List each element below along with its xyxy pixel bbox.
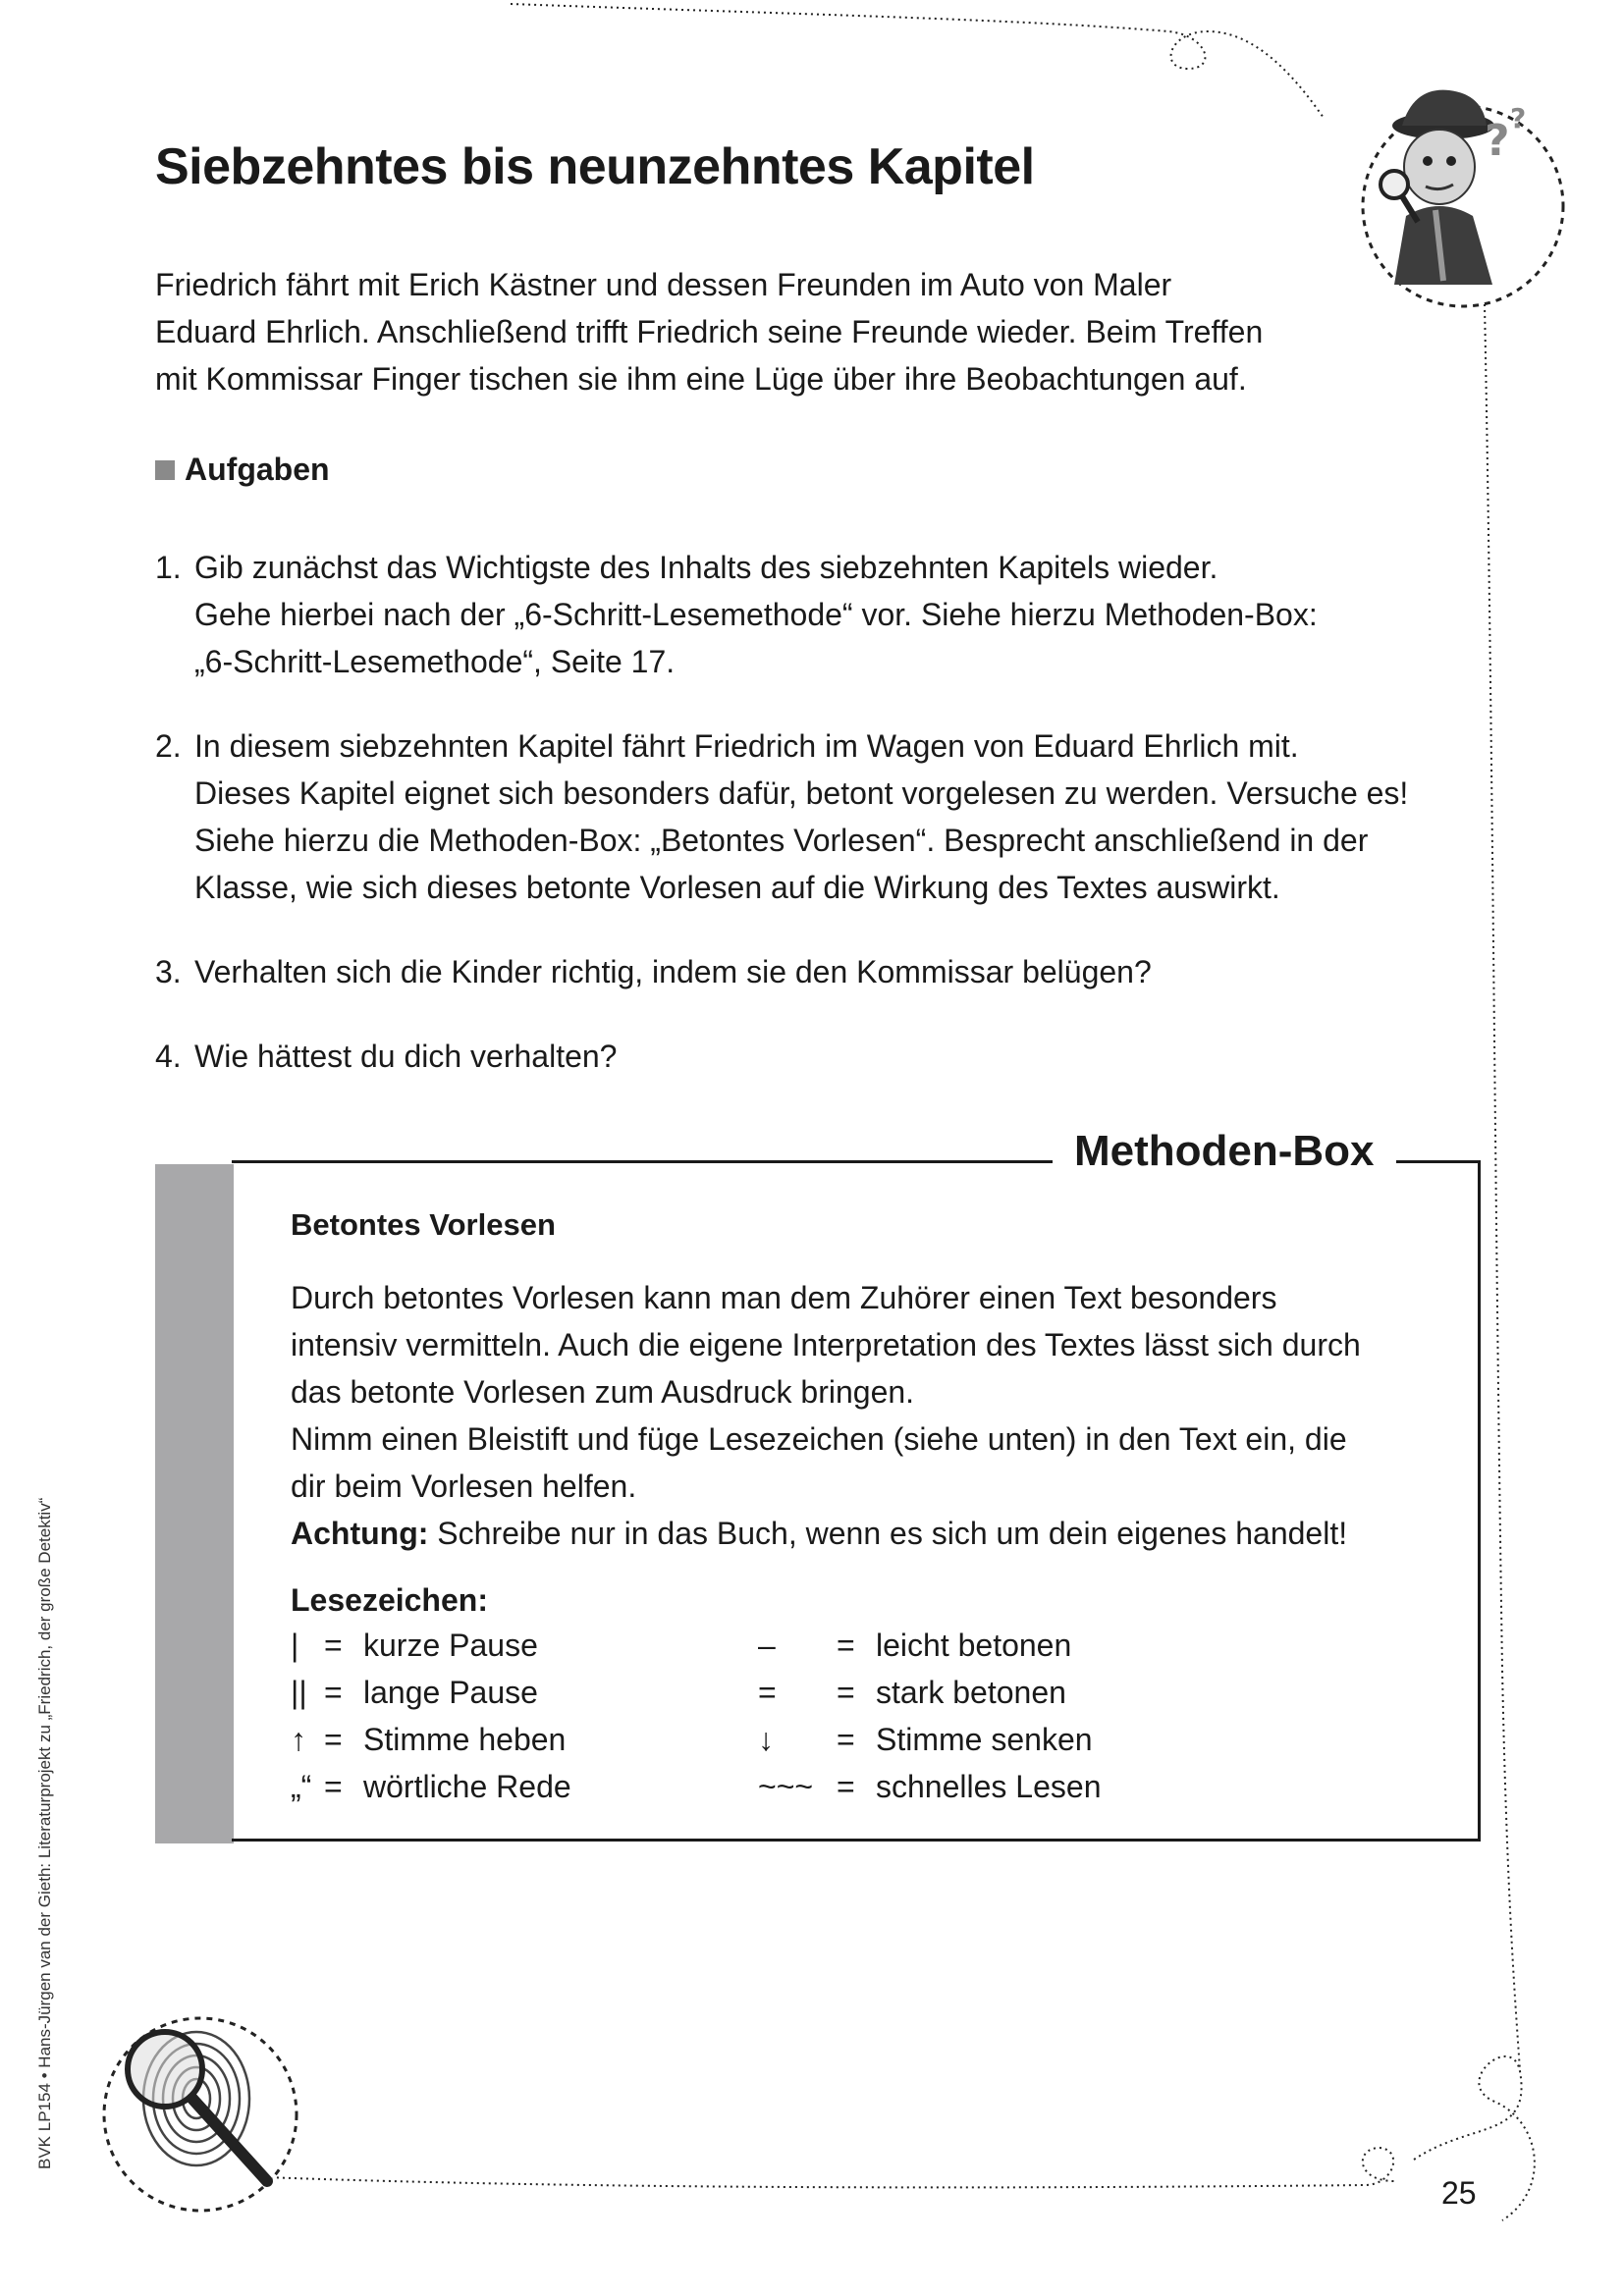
- body-line: Durch betontes Vorlesen kann man dem Zuhörer einen Text besonders: [291, 1280, 1277, 1315]
- method-box-label: Methoden-Box: [1053, 1127, 1396, 1176]
- tasks-heading: [155, 452, 330, 488]
- dotted-border-right: [1485, 304, 1520, 2071]
- task-item: [155, 1033, 1481, 1080]
- body-line: Nimm einen Bleistift und füge Lesezeichen (siehe unten) in den Text ein, die: [291, 1421, 1347, 1457]
- task-item: [155, 722, 1481, 911]
- legend-equals: =: [837, 1722, 855, 1757]
- warning-label: Achtung:: [291, 1516, 429, 1551]
- legend-symbol: =: [758, 1675, 777, 1710]
- body-line: dir beim Vorlesen helfen.: [291, 1468, 637, 1504]
- task-line: In diesem siebzehnten Kapitel fährt Friedrich im Wagen von Eduard Ehrlich mit.: [194, 728, 1299, 764]
- dotted-border-top: [511, 4, 1324, 118]
- task-item: [155, 948, 1481, 995]
- method-box-body: [291, 1274, 1449, 1557]
- task-line: Wie hättest du dich verhalten?: [194, 1039, 618, 1074]
- legend-equals: =: [837, 1769, 855, 1804]
- task-number: 3.: [155, 954, 182, 989]
- task-line: „6-Schritt-Lesemethode“, Seite 17.: [194, 644, 676, 679]
- task-line: Siehe hierzu die Methoden-Box: „Betontes Vorlesen“. Besprecht anschließend in der: [194, 823, 1369, 858]
- dotted-border-bottom: [265, 2148, 1394, 2187]
- method-box-heading: Betontes Vorlesen: [291, 1207, 556, 1242]
- detective-illustration-icon: [1363, 90, 1563, 306]
- legend-meaning: wörtliche Rede: [363, 1769, 571, 1804]
- legend-meaning: Stimme heben: [363, 1722, 567, 1757]
- legend-meaning: Stimme senken: [876, 1722, 1093, 1757]
- legend-meaning: kurze Pause: [363, 1628, 538, 1663]
- task-number: 4.: [155, 1039, 182, 1074]
- legend-symbol: ↓: [758, 1722, 774, 1757]
- task-item: [155, 544, 1481, 685]
- body-line: das betonte Vorlesen zum Ausdruck bringen.: [291, 1374, 915, 1410]
- task-line: Klasse, wie sich dieses betonte Vorlesen auf die Wirkung des Textes auswirkt.: [194, 870, 1280, 905]
- svg-text:?: ?: [1485, 116, 1510, 166]
- body-line: intensiv vermitteln. Auch die eigene Interpretation des Textes lässt sich durch: [291, 1327, 1361, 1362]
- page-title: Siebzehntes bis neunzehntes Kapitel: [155, 138, 1035, 195]
- legend-symbol: ~~~: [758, 1769, 814, 1804]
- task-line: Verhalten sich die Kinder richtig, indem sie den Kommissar belügen?: [194, 954, 1152, 989]
- square-bullet-icon: [155, 460, 175, 480]
- legend-equals: =: [837, 1628, 855, 1663]
- method-box-sidebar: [155, 1164, 234, 1843]
- legend-equals: =: [837, 1675, 855, 1710]
- legend-title: Lesezeichen:: [291, 1582, 488, 1618]
- legend-equals: =: [324, 1722, 343, 1757]
- legend-symbol: –: [758, 1628, 776, 1663]
- warning-text: Schreibe nur in das Buch, wenn es sich um dein eigenes handelt!: [428, 1516, 1348, 1551]
- legend-symbol: ↑: [291, 1722, 306, 1757]
- svg-text:?: ?: [1510, 102, 1527, 134]
- intro-line: Eduard Ehrlich. Anschließend trifft Friedrich seine Freunde wieder. Beim Treffen: [155, 314, 1264, 349]
- tasks-heading-label: Aufgaben: [185, 452, 330, 487]
- legend-equals: =: [324, 1628, 343, 1663]
- intro-line: Friedrich fährt mit Erich Kästner und dessen Freunden im Auto von Maler: [155, 267, 1172, 302]
- legend-symbol: „“: [291, 1769, 312, 1804]
- intro-line: mit Kommissar Finger tischen sie ihm eine Lüge über ihre Beobachtungen auf.: [155, 361, 1247, 397]
- legend-equals: =: [324, 1769, 343, 1804]
- task-line: Gehe hierbei nach der „6-Schritt-Lesemethode“ vor. Siehe hierzu Methoden-Box:: [194, 597, 1318, 632]
- legend-equals: =: [324, 1675, 343, 1710]
- fingerprint-magnifier-icon: [104, 2018, 297, 2211]
- legend-meaning: stark betonen: [876, 1675, 1066, 1710]
- intro-paragraph: [155, 261, 1333, 402]
- legend-meaning: schnelles Lesen: [876, 1769, 1102, 1804]
- task-number: 1.: [155, 550, 182, 585]
- legend-symbol: |: [291, 1628, 299, 1663]
- legend-meaning: leicht betonen: [876, 1628, 1072, 1663]
- side-credit-note: BVK LP154 • Hans-Jürgen van der Gieth: Literaturprojekt zu „Friedrich, der große Detektiv“: [35, 1497, 54, 2169]
- legend-meaning: lange Pause: [363, 1675, 538, 1710]
- task-number: 2.: [155, 728, 182, 764]
- legend-symbol: ||: [291, 1675, 307, 1710]
- task-line: Gib zunächst das Wichtigste des Inhalts des siebzehnten Kapitels wieder.: [194, 550, 1218, 585]
- page-number: 25: [1441, 2175, 1477, 2211]
- task-line: Dieses Kapitel eignet sich besonders dafür, betont vorgelesen zu werden. Versuche es!: [194, 775, 1409, 811]
